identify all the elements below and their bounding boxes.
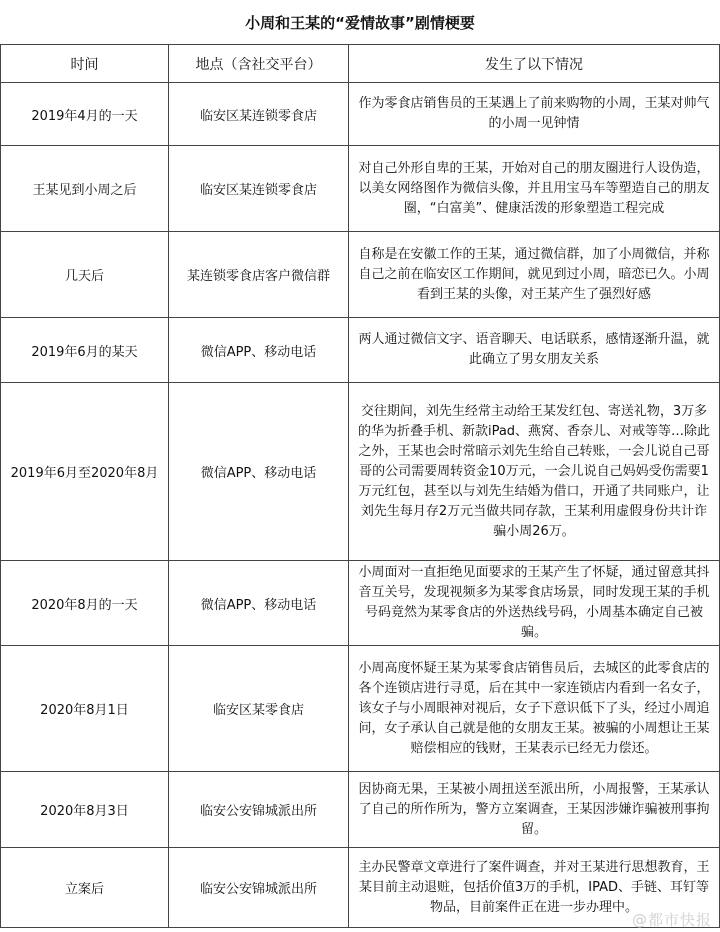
row-place: 临安公安锦城派出所 <box>169 772 349 848</box>
row-event: 小周高度怀疑王某为某零食店销售员后，去城区的此零食店的各个连锁店进行寻觅，后在其中一家连锁店内看到一名女子，该女子与小周眼神对视后，女子下意识低下了头，经过小周追问，女子承认自己就是他的女朋友王某。被骗的小周想让王某赔偿相应的钱财，王某表示已经无力偿还。 <box>349 646 720 772</box>
table-row <box>1 848 720 928</box>
header-event: 发生了以下情况 <box>349 45 720 83</box>
row-time: 2019年6月至2020年8月 <box>1 383 169 561</box>
row-place: 微信APP、移动电话 <box>169 383 349 561</box>
row-time: 2020年8月1日 <box>1 646 169 772</box>
row-event: 小周面对一直拒绝见面要求的王某产生了怀疑，通过留意其抖音互关号，发现视频多为某零食店场景，同时发现王某的手机号码竟然为某零食店的外送热线号码，小周基本确定自己被骗。 <box>349 561 720 646</box>
header-time: 时间 <box>1 45 169 83</box>
table-row <box>1 646 720 772</box>
row-event: 自称是在安徽工作的王某，通过微信群，加了小周微信，并称自己之前在临安区工作期间，就见到过小周，暗恋已久。小周看到王某的头像，对王某产生了强烈好感 <box>349 232 720 318</box>
table-row <box>1 561 720 646</box>
row-time: 2019年4月的一天 <box>1 83 169 146</box>
row-place: 临安区某连锁零食店 <box>169 83 349 146</box>
row-event: 交往期间，刘先生经常主动给王某发红包、寄送礼物，3万多的华为折叠手机、新款iPad、燕窝、香奈儿、对戒等等…除此之外，王某也会时常暗示刘先生给自己转账，一会儿说自己哥哥的公司需要周转资金10万元，一会儿说自己妈妈受伤需要1万元红包，甚至以与刘先生结婚为借口，开通了共同账户，让刘先生每月存2万元当做共同存款，王某利用虚假身份共计诈骗小周26万。 <box>349 383 720 561</box>
row-place: 微信APP、移动电话 <box>169 318 349 383</box>
row-time: 2019年6月的某天 <box>1 318 169 383</box>
story-table <box>0 44 720 928</box>
row-place: 微信APP、移动电话 <box>169 561 349 646</box>
row-time: 2020年8月3日 <box>1 772 169 848</box>
table-row <box>1 318 720 383</box>
row-time: 王某见到小周之后 <box>1 146 169 232</box>
row-event: 作为零食店销售员的王某遇上了前来购物的小周，王某对帅气的小周一见钟情 <box>349 83 720 146</box>
row-time: 几天后 <box>1 232 169 318</box>
table-row <box>1 146 720 232</box>
table-row <box>1 383 720 561</box>
row-event: 因协商无果，王某被小周扭送至派出所，小周报警，王某承认了自己的所作所为，警方立案调查，王某因涉嫌诈骗被刑事拘留。 <box>349 772 720 848</box>
table-row <box>1 772 720 848</box>
row-place: 临安公安锦城派出所 <box>169 848 349 928</box>
row-time: 立案后 <box>1 848 169 928</box>
row-place: 临安区某连锁零食店 <box>169 146 349 232</box>
table-row <box>1 83 720 146</box>
row-event: 主办民警章文章进行了案件调查，并对王某进行思想教育，王某目前主动退赃，包括价值3万的手机，IPAD、手链、耳钉等物品，目前案件正在进一步办理中。 <box>349 848 720 928</box>
row-time: 2020年8月的一天 <box>1 561 169 646</box>
row-event: 两人通过微信文字、语音聊天、电话联系，感情逐渐升温，就此确立了男女朋友关系 <box>349 318 720 383</box>
table-row <box>1 232 720 318</box>
row-place: 临安区某零食店 <box>169 646 349 772</box>
watermark-text: @都市快报 <box>631 911 712 929</box>
header-row <box>1 45 720 83</box>
header-place: 地点（含社交平台） <box>169 45 349 83</box>
table-title: 小周和王某的“爱情故事”剧情梗要 <box>245 13 475 32</box>
row-place: 某连锁零食店客户微信群 <box>169 232 349 318</box>
row-event: 对自己外形自卑的王某，开始对自己的朋友圈进行人设伪造，以美女网络图作为微信头像，并且用宝马车等塑造自己的朋友圈，“白富美”、健康活泼的形象塑造工程完成 <box>349 146 720 232</box>
